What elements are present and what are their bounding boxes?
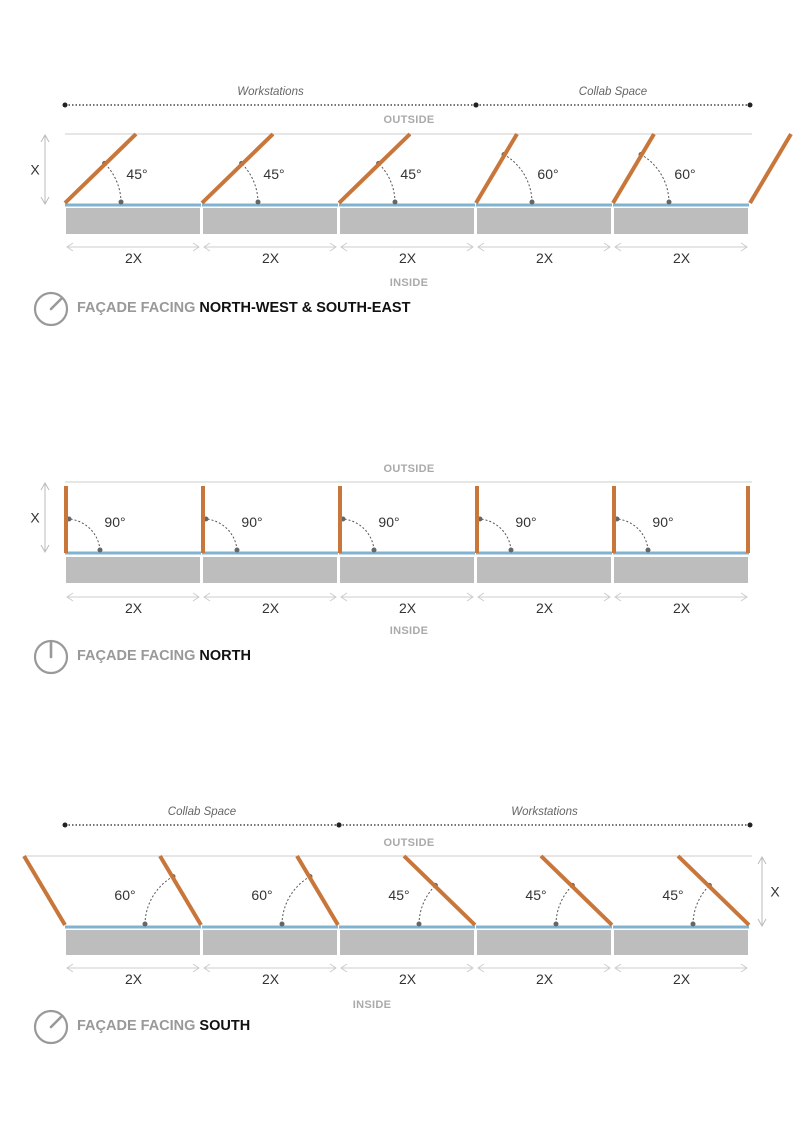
fin-pivot-dot — [119, 200, 124, 205]
compass-needle — [51, 299, 61, 309]
module-4 — [476, 486, 612, 616]
module-width-label: 2X — [672, 600, 691, 616]
zone-end-dot — [63, 823, 68, 828]
zone-end-dot — [474, 103, 479, 108]
module-width-label: 2X — [535, 971, 554, 987]
zone-end-dot — [748, 103, 753, 108]
shading-fin — [65, 134, 136, 203]
floor-slab — [66, 930, 200, 955]
zone-end-dot — [337, 823, 342, 828]
module-4 — [476, 856, 612, 987]
fin-pivot-dot — [143, 922, 148, 927]
shading-fin — [476, 134, 517, 203]
module-width-label: 2X — [672, 971, 691, 987]
module-width-label: 2X — [398, 250, 417, 266]
compass-south-icon — [35, 1011, 67, 1043]
fin-pivot-dot — [235, 548, 240, 553]
shading-fin-end — [750, 134, 791, 203]
module-1 — [65, 856, 201, 987]
module-width-label: 2X — [261, 600, 280, 616]
facade-orientation-name: NORTH-WEST & SOUTH-EAST — [199, 300, 411, 316]
module-1 — [65, 486, 201, 616]
facade-diagram-nw-se — [30, 86, 791, 325]
module-width-label: 2X — [398, 971, 417, 987]
fin-angle-label: 45° — [525, 887, 547, 903]
angle-arc — [641, 155, 669, 202]
facade-orientation-title — [77, 1018, 250, 1034]
compass-north-west-icon — [35, 293, 67, 325]
module-width-label: 2X — [124, 600, 143, 616]
facade-orientation-name: SOUTH — [199, 1018, 251, 1034]
fin-angle-label: 60° — [674, 166, 696, 182]
module-width-label: 2X — [535, 600, 554, 616]
fin-pivot-dot — [509, 548, 514, 553]
height-x-label: X — [30, 509, 40, 526]
fin-pivot-dot — [372, 548, 377, 553]
facade-diagram-north — [30, 463, 752, 673]
floor-slab — [340, 208, 474, 234]
floor-slab — [477, 557, 611, 583]
floor-slab — [340, 930, 474, 955]
shading-fin — [297, 856, 338, 925]
module-3 — [339, 486, 475, 616]
zone-label: Workstations — [237, 86, 304, 98]
module-1 — [65, 134, 201, 266]
facade-diagram-south — [24, 806, 780, 1043]
shading-fin — [339, 134, 410, 203]
floor-slab — [66, 557, 200, 583]
facade-title-prefix: FAÇADE FACING — [77, 1018, 196, 1034]
fin-angle-label: 45° — [388, 887, 410, 903]
zone-label: Collab Space — [167, 806, 237, 818]
module-width-label: 2X — [261, 250, 280, 266]
shading-fin — [613, 134, 654, 203]
fin-angle-label: 90° — [241, 514, 263, 530]
facade-orientation-name: NORTH — [199, 648, 251, 664]
height-x-label: X — [30, 161, 40, 178]
compass-north-icon — [35, 641, 67, 673]
zone-label: Workstations — [511, 806, 578, 818]
module-3 — [339, 134, 475, 266]
facade-title-prefix: FAÇADE FACING — [77, 648, 196, 664]
fin-pivot-dot — [667, 200, 672, 205]
floor-slab — [614, 557, 748, 583]
floor-slab — [614, 930, 748, 955]
outside-label: OUTSIDE — [383, 463, 435, 475]
module-width-label: 2X — [124, 250, 143, 266]
floor-slab — [203, 930, 337, 955]
angle-arc — [242, 163, 258, 202]
zone-label: Collab Space — [578, 86, 648, 98]
shading-fin — [202, 134, 273, 203]
shading-fin — [541, 856, 612, 925]
fin-pivot-dot — [256, 200, 261, 205]
module-5 — [613, 134, 749, 266]
fin-pivot-dot — [280, 922, 285, 927]
angle-arc — [206, 519, 237, 550]
fin-angle-label: 45° — [400, 166, 422, 182]
fin-angle-label: 90° — [652, 514, 674, 530]
angle-arc — [69, 519, 100, 550]
fin-angle-label: 90° — [515, 514, 537, 530]
module-5 — [613, 856, 749, 987]
angle-arc — [693, 885, 709, 924]
inside-label: INSIDE — [389, 277, 429, 289]
angle-arc — [343, 519, 374, 550]
fin-pivot-dot — [691, 922, 696, 927]
shading-fin — [678, 856, 749, 925]
facade-title-prefix: FAÇADE FACING — [77, 300, 196, 316]
module-2 — [202, 134, 338, 266]
shading-fin — [160, 856, 201, 925]
fin-angle-label: 45° — [126, 166, 148, 182]
module-width-label: 2X — [672, 250, 691, 266]
angle-arc — [105, 163, 121, 202]
inside-label: INSIDE — [352, 999, 392, 1011]
floor-slab — [477, 930, 611, 955]
angle-arc — [379, 163, 395, 202]
fin-angle-label: 45° — [662, 887, 684, 903]
facade-orientation-title — [77, 300, 411, 316]
fin-angle-label: 90° — [378, 514, 400, 530]
floor-slab — [203, 557, 337, 583]
angle-arc — [556, 885, 572, 924]
fin-pivot-dot — [417, 922, 422, 927]
fin-angle-label: 60° — [114, 887, 136, 903]
fin-pivot-dot — [554, 922, 559, 927]
fin-pivot-dot — [393, 200, 398, 205]
angle-arc — [282, 877, 310, 924]
module-3 — [339, 856, 475, 987]
zone-end-dot — [748, 823, 753, 828]
angle-arc — [145, 877, 173, 924]
module-width-label: 2X — [398, 600, 417, 616]
shading-fin — [404, 856, 475, 925]
module-width-label: 2X — [261, 971, 280, 987]
facade-orientation-title — [77, 648, 251, 664]
module-4 — [476, 134, 612, 266]
zone-end-dot — [63, 103, 68, 108]
angle-arc — [617, 519, 648, 550]
fin-angle-label: 45° — [263, 166, 285, 182]
outside-label: OUTSIDE — [383, 837, 435, 849]
compass-needle — [51, 1017, 61, 1027]
floor-slab — [477, 208, 611, 234]
outside-label: OUTSIDE — [383, 114, 435, 126]
module-width-label: 2X — [124, 971, 143, 987]
fin-pivot-dot — [530, 200, 535, 205]
module-2 — [202, 856, 338, 987]
height-x-label: X — [770, 883, 780, 900]
floor-slab — [614, 208, 748, 234]
shading-fin-end — [24, 856, 65, 925]
module-width-label: 2X — [535, 250, 554, 266]
fin-angle-label: 60° — [251, 887, 273, 903]
fin-angle-label: 90° — [104, 514, 126, 530]
fin-pivot-dot — [646, 548, 651, 553]
floor-slab — [66, 208, 200, 234]
inside-label: INSIDE — [389, 625, 429, 637]
angle-arc — [419, 885, 435, 924]
module-5 — [613, 486, 749, 616]
fin-pivot-dot — [98, 548, 103, 553]
module-2 — [202, 486, 338, 616]
fin-angle-label: 60° — [537, 166, 559, 182]
floor-slab — [340, 557, 474, 583]
floor-slab — [203, 208, 337, 234]
angle-arc — [504, 155, 532, 202]
angle-arc — [480, 519, 511, 550]
